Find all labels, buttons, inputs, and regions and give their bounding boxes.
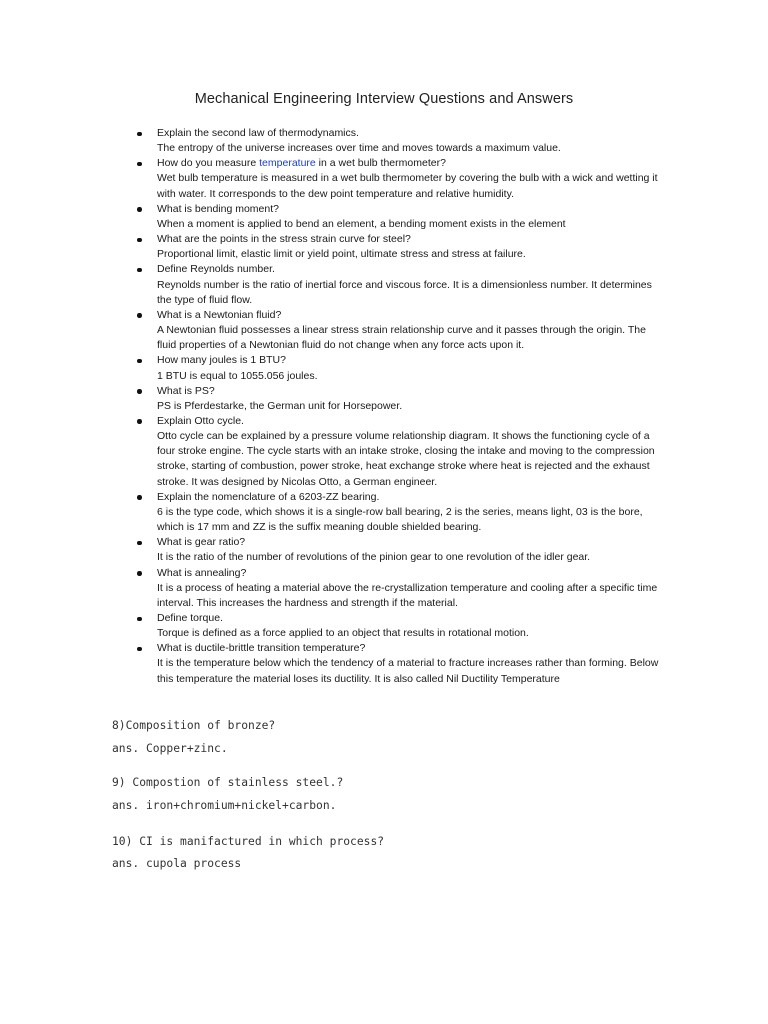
answer-text: A Newtonian fluid possesses a linear stress strain relationship curve and it passes through the origin. The fluid properties of a Newtonian fluid do not change when any force acts upon it.: [157, 324, 646, 352]
answer-text: Wet bulb temperature is measured in a wet bulb thermometer by covering the bulb with a wick and wetting it with water. It corresponds to the dew point temperature and relative humidity.: [157, 172, 658, 200]
temperature-link[interactable]: temperature: [259, 157, 316, 170]
list-item: [157, 566, 662, 611]
bullet-icon: [137, 647, 142, 652]
answer-text: Proportional limit, elastic limit or yield point, ultimate stress and stress at failure.: [157, 248, 526, 261]
bullet-icon: [137, 541, 142, 546]
question-text: Explain the second law of thermodynamics.: [157, 127, 359, 139]
list-item: [157, 202, 662, 232]
bullet-icon: [137, 313, 142, 318]
extra-question-bronze: 8)Composition of bronze?: [112, 719, 276, 732]
list-item: [157, 490, 662, 535]
question-text: What is PS?: [157, 384, 215, 397]
bullet-icon: [137, 389, 142, 394]
answer-text: PS is Pferdestarke, the German unit for Horsepower.: [157, 399, 403, 412]
list-item: [157, 641, 662, 686]
answer-text: When a moment is applied to bend an element, a bending moment exists in the element: [157, 217, 566, 230]
bullet-icon: [137, 268, 142, 273]
answer-text: 1 BTU is equal to 1055.056 joules.: [157, 369, 318, 382]
answer-text: 6 is the type code, which shows it is a single-row ball bearing, 2 is the series, means light, 03 is the bore, which is 17 mm and ZZ is the suffix meaning double shielded bearing.: [157, 505, 643, 534]
list-item: [157, 308, 662, 353]
answer-text: It is the temperature below which the tendency of a material to fracture increases rather than forming. Below this temperature the material loses its ductility. It is also called Nil Ductility Temperature: [157, 657, 659, 685]
question-text: [157, 156, 662, 171]
bullet-icon: [137, 132, 142, 137]
question-text-end: in a wet bulb thermometer?: [315, 157, 446, 170]
list-item: [157, 156, 662, 201]
bullet-icon: [137, 359, 142, 364]
list-item: [157, 384, 662, 414]
question-text: What is gear ratio?: [157, 536, 246, 549]
answer-text: It is a process of heating a material above the re-crystallization temperature and cooling after a specific time interval. This increases the hardness and strength if the material.: [157, 581, 658, 609]
extra-question-cast-iron: 10) CI is manifactured in which process?: [112, 835, 385, 848]
bullet-icon: [137, 617, 142, 622]
question-text: How many joules is 1 BTU?: [157, 354, 286, 367]
question-text: What is a Newtonian fluid?: [157, 308, 282, 321]
answer-text: It is the ratio of the number of revolutions of the pinion gear to one revolution of the idler gear.: [157, 551, 591, 564]
answer-text: Otto cycle can be explained by a pressure volume relationship diagram. It shows the functioning cycle of a four stroke engine. The cycle starts with an intake stroke, closing the intake and moving to the compression stroke, starting of combustion, power stroke, heat exchange stroke where heat is rejected and the exhaust stroke. It was designed by Nicolas Otto, a German engineer.: [157, 430, 655, 488]
qa-list: [157, 126, 662, 687]
list-item: [157, 535, 662, 565]
extra-answer-stainless-steel: ans. iron+chromium+nickel+carbon.: [112, 799, 337, 812]
list-item: [157, 611, 662, 641]
document-title: Mechanical Engineering Interview Questions and Answers: [194, 91, 574, 107]
question-text: What is annealing?: [157, 566, 247, 579]
question-text: Define torque.: [157, 612, 223, 624]
question-text: Define Reynolds number.: [157, 263, 275, 276]
list-item: [157, 262, 662, 307]
question-text: Explain the nomenclature of a 6203-ZZ bearing.: [157, 490, 380, 503]
answer-text: The entropy of the universe increases over time and moves towards a maximum value.: [157, 142, 561, 155]
bullet-icon: [137, 238, 142, 243]
answer-text: Torque is defined as a force applied to an object that results in rotational motion.: [157, 627, 529, 640]
extra-answer-bronze: ans. Copper+zinc.: [112, 742, 228, 755]
extra-question-stainless-steel: 9) Compostion of stainless steel.?: [112, 776, 344, 789]
question-text-start: How do you measure: [157, 157, 260, 170]
question-text: What are the points in the stress strain curve for steel?: [157, 233, 411, 246]
extra-answer-cast-iron: ans. cupola process: [112, 857, 242, 870]
list-item: [157, 126, 662, 156]
question-text: What is ductile-brittle transition temperature?: [157, 642, 366, 655]
bullet-icon: [137, 162, 142, 167]
list-item: [157, 353, 662, 383]
bullet-icon: [137, 495, 142, 500]
list-item: [157, 414, 662, 490]
list-item: [157, 232, 662, 262]
bullet-icon: [137, 571, 142, 576]
bullet-icon: [137, 207, 142, 212]
question-text: What is bending moment?: [157, 202, 279, 215]
question-text: Explain Otto cycle.: [157, 414, 244, 427]
bullet-icon: [137, 419, 142, 424]
answer-text: Reynolds number is the ratio of inertial force and viscous force. It is a dimensionless number. It determines the type of fluid flow.: [157, 278, 652, 306]
